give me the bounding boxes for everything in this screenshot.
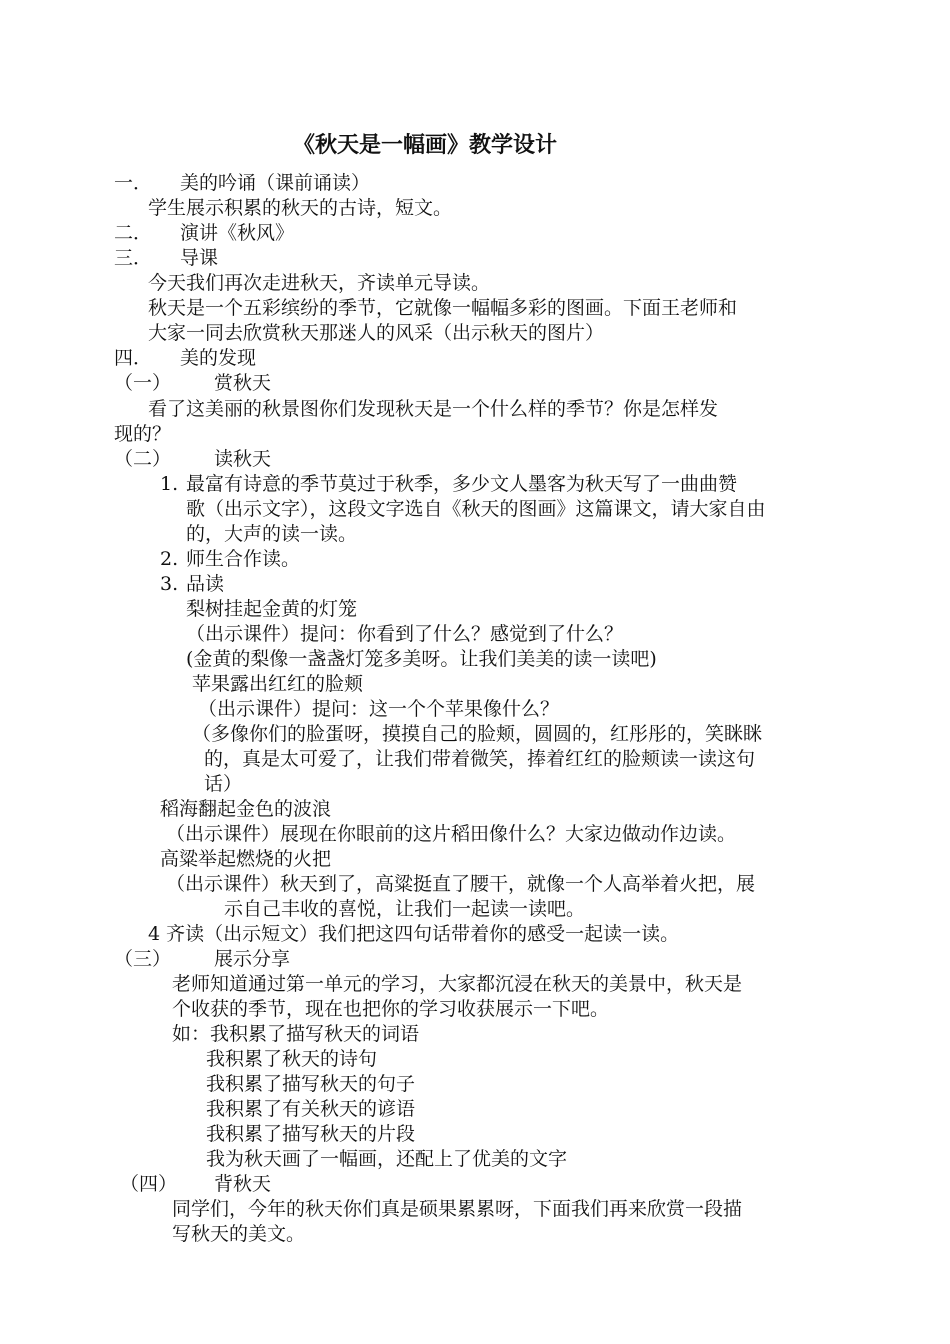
verse-line: 苹果露出红红的脸颊 [192,673,364,695]
paragraph-line: 4 齐读（出示短文）我们把这四句话带着你的感受一起读一读。 [148,923,680,945]
paragraph-line: 学生展示积累的秋天的古诗，短文。 [148,197,453,219]
paragraph-line: （出示课件）展现在你眼前的这片稻田像什么？大家边做动作边读。 [166,823,737,845]
part-1-heading: 赏秋天 [214,372,272,394]
list-number: 2. [160,548,179,570]
part-2-heading: 读秋天 [214,448,272,470]
paragraph-line: （出示课件）秋天到了，高粱挺直了腰干，就像一个人高举着火把，展 [166,873,756,895]
list-item: 我积累了有关秋天的谚语 [206,1098,416,1120]
section-1-heading: 美的吟诵（课前诵读） [180,172,371,194]
paragraph-line: 的，真是太可爱了，让我们带着微笑，捧着红红的脸颊读一读这句 [204,748,756,770]
section-3-heading: 导课 [180,247,219,269]
verse-line: 梨树挂起金黄的灯笼 [186,598,358,620]
list-item: 我积累了秋天的诗句 [206,1048,378,1070]
part-2-number: （二） [114,448,172,470]
section-3-number: 三． [114,247,153,269]
list-item: 我积累了描写秋天的片段 [206,1123,416,1145]
section-1-number: 一． [114,172,153,194]
list-item: 我积累了描写秋天的句子 [206,1073,416,1095]
paragraph-line: 话） [204,773,243,795]
paragraph-line: 写秋天的美文。 [172,1223,306,1245]
paragraph-line: 秋天是一个五彩缤纷的季节，它就像一幅幅多彩的图画。下面王老师和 [148,297,738,319]
list-item-line: 品读 [186,573,225,595]
document-title: 《秋天是一幅画》教学设计 [292,133,557,158]
paragraph-line: 大家一同去欣赏秋天那迷人的风采（出示秋天的图片） [148,322,605,344]
paragraph-line: (金黄的梨像一盏盏灯笼多美呀。让我们美美的读一读吧) [186,648,657,670]
list-item-line: 最富有诗意的季节莫过于秋季，多少文人墨客为秋天写了一曲曲赞 [186,473,738,495]
verse-line: 稻海翻起金色的波浪 [160,798,332,820]
part-4-heading: 背秋天 [214,1173,272,1195]
list-item: 我为秋天画了一幅画，还配上了优美的文字 [206,1148,568,1170]
paragraph-line: 现的？ [114,423,172,445]
section-4-heading: 美的发现 [180,347,257,369]
paragraph-line: 如：我积累了描写秋天的词语 [172,1023,420,1045]
list-item-line: 歌（出示文字），这段文字选自《秋天的图画》这篇课文，请大家自由 [186,498,766,520]
part-4-number: （四） [120,1173,178,1195]
paragraph-line: （出示课件）提问：你看到了什么？感觉到了什么？ [186,623,624,645]
paragraph-line: 老师知道通过第一单元的学习，大家都沉浸在秋天的美景中，秋天是 [172,973,743,995]
section-2-number: 二． [114,222,153,244]
list-item-line: 的，大声的读一读。 [186,523,358,545]
paragraph-line: 个收获的季节，现在也把你的学习收获展示一下吧。 [172,998,610,1020]
paragraph-line: （多像你们的脸蛋呀，摸摸自己的脸颊，圆圆的，红彤彤的，笑眯眯 [192,723,763,745]
verse-line: 高粱举起燃烧的火把 [160,848,332,870]
list-item-line: 师生合作读。 [186,548,301,570]
paragraph-line: （出示课件）提问：这一个个苹果像什么？ [198,698,560,720]
section-2-heading: 演讲《秋风》 [180,222,295,244]
part-3-number: （三） [114,948,172,970]
part-1-number: （一） [114,372,172,394]
section-4-number: 四． [114,347,153,369]
paragraph-line: 看了这美丽的秋景图你们发现秋天是一个什么样的季节？你是怎样发 [148,398,719,420]
list-number: 3. [160,573,179,595]
paragraph-line: 示自己丰收的喜悦，让我们一起读一读吧。 [224,898,586,920]
paragraph-line: 同学们，今年的秋天你们真是硕果累累呀，下面我们再来欣赏一段描 [172,1198,743,1220]
paragraph-line: 今天我们再次走进秋天，齐读单元导读。 [148,272,491,294]
part-3-heading: 展示分享 [214,948,291,970]
list-number: 1. [160,473,179,495]
